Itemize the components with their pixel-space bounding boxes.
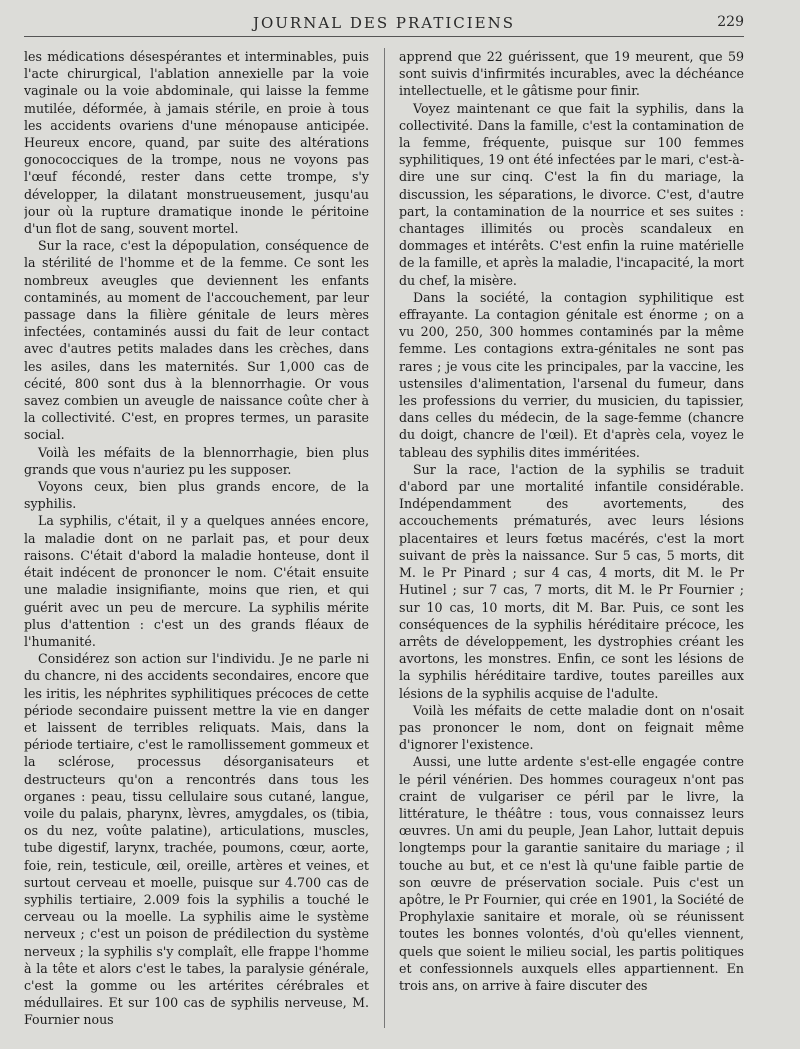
paragraph: Dans la société, la contagion syphilitique est effrayante. La contagion génitale est énorme ; on a vu 200, 250, 300 hommes contaminés par la même femme. Les contagions extra-génitales ne sont pas rares ; je vous cite les principales, par la vaccine, les ustensiles d'alimentation, l'arsenal du fumeur, dans les professions du verrier, du musicien, du tapissier, dans celles du médecin, de la sage-femme (chancre du doigt, chancre de l'œil). Et d'après cela, voyez le tableau des syphilis dites imméritées. [399, 289, 744, 460]
paragraph: Voilà les méfaits de cette maladie dont on n'osait pas prononcer le nom, dont on feignait même d'ignorer l'existence. [399, 702, 744, 753]
paragraph: Aussi, une lutte ardente s'est-elle engagée contre le péril vénérien. Des hommes courageux n'ont pas craint de vulgariser ce péril par le livre, la littérature, le théâtre : tous, vous connaissez leurs œuvres. Un ami du peuple, Jean Lahor, luttait depuis longtemps pour la garantie sanitaire du mariage ; il touche au but, et ce n'est là qu'une faible partie de son œuvre de préservation sociale. Puis c'est un apôtre, le Pr Fournier, qui crée en 1901, la Société de Prophylaxie sanitaire et morale, où se réunissent toutes les bonnes volontés, d'où qu'elles viennent, quels que soient le milieu social, les partis politiques et confessionnels auxquels elles appartiennent. En trois ans, on arrive à faire discuter des [399, 754, 744, 993]
page-number: 229 [717, 14, 744, 30]
text-columns [24, 48, 744, 1038]
paragraph: Voyez maintenant ce que fait la syphilis, dans la collectivité. Dans la famille, c'est la contamination de la femme, fréquente, puisque sur 100 femmes syphilitiques, 19 ont été infectées par le mari, c'est-à-dire une sur cinq. C'est la fin du mariage, la discussion, les séparations, le divorce. C'est, d'autre part, la contamination de la nourrice et ses suites : chantages illimités ou procès scandaleux en dommages et intérêts. C'est enfin la ruine matérielle de la famille, et après la maladie, l'incapacité, la mort du chef, la misère. [399, 100, 744, 288]
paragraph: les médications désespérantes et interminables, puis l'acte chirurgical, l'ablation annexielle par la voie vaginale ou la voie abdominale, qui laisse la femme mutilée, déformée, à jamais stérile, en proie à tous les accidents ovariens d'une ménopause anticipée. Heureux encore, quand, par suite des altérations gonococciques de la trompe, nous ne voyons pas l'œuf fécondé, rester dans cette trompe, s'y développer, la dilatant monstrueusement, jusqu'au jour où la rupture dramatique inonde le péritoine d'un flot de sang, souvent mortel. [24, 49, 369, 237]
paragraph: apprend que 22 guérissent, que 19 meurent, que 59 sont suivis d'infirmités incurables, avec la déchéance intellectuelle, et le gâtisme pour finir. [399, 49, 744, 99]
running-head [24, 10, 744, 37]
right-column [399, 48, 744, 1038]
journal-title: JOURNAL DES PRATICIENS [252, 14, 516, 32]
paragraph: La syphilis, c'était, il y a quelques années encore, la maladie dont on ne parlait pas, et pour deux raisons. C'était d'abord la maladie honteuse, dont il était indécent de prononcer le nom. C'était ensuite une maladie insignifiante, moins que rien, et qui guérit avec un peu de mercure. La syphilis mérite plus d'attention : c'est un des grands fléaux de l'humanité. [24, 513, 369, 649]
paragraph: Sur la race, c'est la dépopulation, conséquence de la stérilité de l'homme et de la femme. Ce sont les nombreux aveugles que deviennent les enfants contaminés, au moment de l'accouchement, par leur passage dans la filière génitale de leurs mères infectées, contaminés aussi du fait de leur contact avec d'autres petits malades dans les crèches, dans les asiles, dans les maternités. Sur 1,000 cas de cécité, 800 sont dus à la blennorrhagie. Or vous savez combien un aveugle de naissance coûte cher à la collectivité. C'est, en propres termes, un parasite social. [24, 238, 369, 443]
left-column [24, 48, 369, 1038]
paragraph: Voyons ceux, bien plus grands encore, de la syphilis. [24, 479, 369, 512]
paragraph: Voilà les méfaits de la blennorrhagie, bien plus grands que vous n'auriez pu les supposer. [24, 444, 369, 477]
paragraph: Considérez son action sur l'individu. Je ne parle ni du chancre, ni des accidents secondaires, encore que les iritis, les néphrites syphilitiques précoces de cette période secondaire puissent mettre la vie en danger et laissent de terribles reliquats. Mais, dans la période tertiaire, c'est le ramollissement gommeux et la sclérose, processus désorganisateurs et destructeurs qu'on a rencontrés dans tous les organes : peau, tissu cellulaire sous cutané, langue, voile du palais, pharynx, lèvres, amygdales, os (tibia, os du nez, voûte palatine), articulations, muscles, tube digestif, larynx, trachée, poumons, cœur, aorte, foie, rein, testicule, œil, oreille, artères et veines, et surtout cerveau et moelle, puisque sur 4.700 cas de syphilis tertiaire, 2.009 fois la syphilis a touché le cerveau ou la moelle. La syphilis aime le système nerveux ; c'est un poison de prédilection du système nerveux ; la syphilis s'y complaît, elle frappe l'homme à la tête et alors c'est le tabes, la paralysie générale, c'est la gomme ou les artérites cérébrales et médullaires. Et sur 100 cas de syphilis nerveuse, M. Fournier nous [24, 651, 369, 1028]
paragraph: Sur la race, l'action de la syphilis se traduit d'abord par une mortalité infantile considérable. Indépendamment des avortements, des accouchements prématurés, avec leurs lésions placentaires et leurs fœtus macérés, c'est la mort suivant de près la naissance. Sur 5 cas, 5 morts, dit M. le Pr Pinard ; sur 4 cas, 4 morts, dit M. le Pr Hutinel ; sur 7 cas, 7 morts, dit M. le Pr Fournier ; sur 10 cas, 10 morts, dit M. Bar. Puis, ce sont les conséquences de la syphilis héréditaire précoce, les arrêts de développement, les dystrophies créant les avortons, les monstres. Enfin, ce sont les lésions de la syphilis héréditaire tardive, toutes pareilles aux lésions de la syphilis acquise de l'adulte. [399, 461, 744, 701]
column-divider [384, 48, 385, 1028]
